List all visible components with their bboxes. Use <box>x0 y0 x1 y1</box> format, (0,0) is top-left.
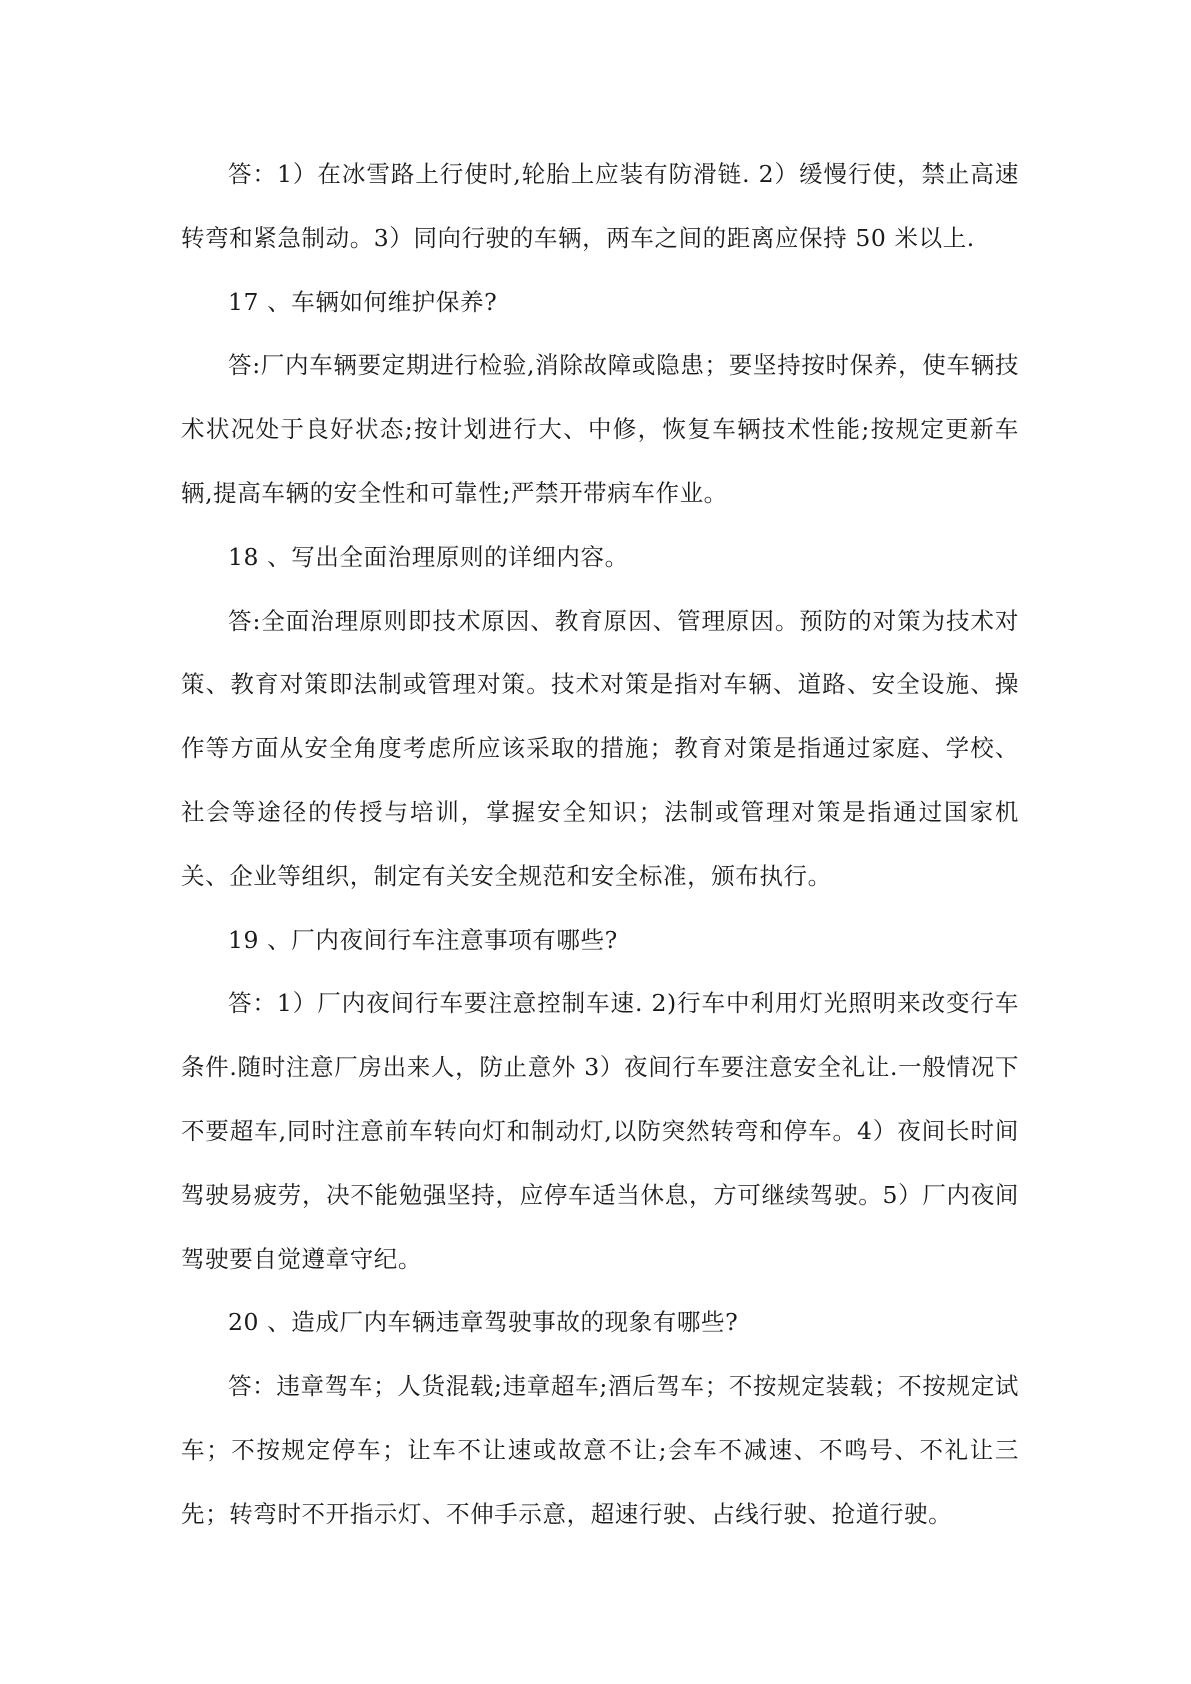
answer-18-paragraph: 答:全面治理原则即技术原因、教育原因、管理原因。预防的对策为技术对策、教育对策即法制或管理对策。技术对策是指对车辆、道路、安全设施、操作等方面从安全角度考虑所应该采取的措施；教育对策是指通过家庭、学校、社会等途径的传授与培训，掌握安全知识；法制或管理对策是指通过国家机关、企业等组织，制定有关安全规范和安全标准，颁布执行。 <box>181 606 1019 890</box>
question-19-heading: 19 、厂内夜间行车注意事项有哪些? <box>228 925 618 954</box>
question-20-heading: 20 、造成厂内车辆违章驾驶事故的现象有哪些? <box>228 1308 739 1337</box>
answer-17-paragraph: 答:厂内车辆要定期进行检验,消除故障或隐患；要坚持按时保养，使车辆技术状况处于良好状态;按计划进行大、中修，恢复车辆技术性能;按规定更新车辆,提高车辆的安全性和可靠性;严禁开带病车作业。 <box>181 351 1019 507</box>
question-18-heading: 18 、写出全面治理原则的详细内容。 <box>228 542 629 571</box>
answer-19-paragraph: 答：1）厂内夜间行车要注意控制车速. 2)行车中利用灯光照明来改变行车条件.随时注意厂房出来人，防止意外 3）夜间行车要注意安全礼让.一般情况下不要超车,同时注意前车转向灯和制动灯,以防突然转弯和停车。4）夜间长时间驾驶易疲劳，决不能勉强坚持，应停车适当休息，方可继续驾驶。5）厂内夜间驾驶要自觉遵章守纪。 <box>181 989 1019 1273</box>
answer-16-paragraph: 答：1）在冰雪路上行使时,轮胎上应装有防滑链. 2）缓慢行使，禁止高速转弯和紧急制动。3）同向行驶的车辆，两车之间的距离应保持 50 米以上. <box>181 160 1019 252</box>
question-17-heading: 17 、车辆如何维护保养? <box>228 287 498 316</box>
document-page <box>181 143 1019 1547</box>
answer-20-paragraph: 答：违章驾车；人货混载;违章超车;酒后驾车；不按规定装载；不按规定试车；不按规定停车；让车不让速或故意不让;会车不减速、不鸣号、不礼让三先；转弯时不开指示灯、不伸手示意，超速行驶、占线行驶、抢道行驶。 <box>181 1372 1019 1528</box>
